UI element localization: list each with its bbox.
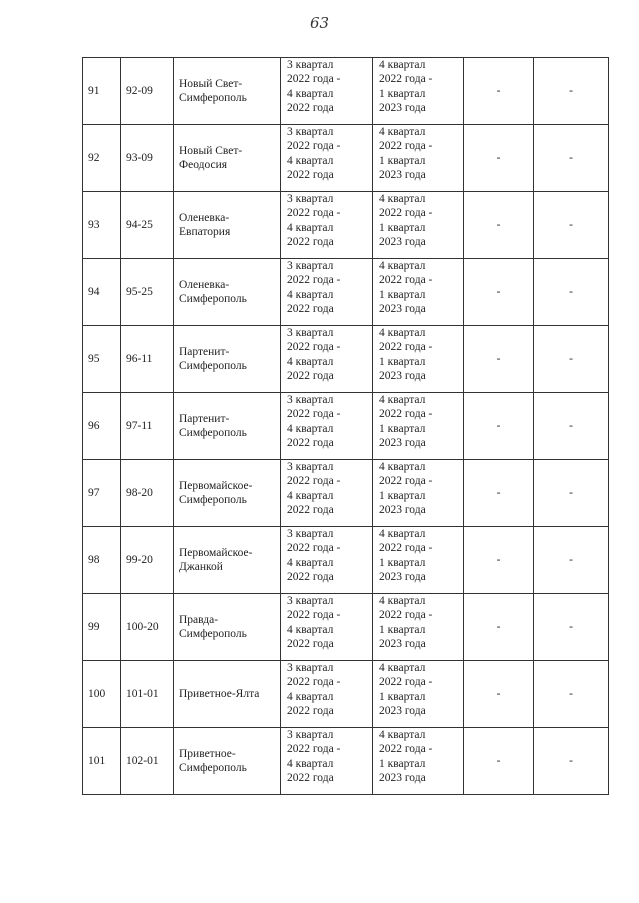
- period-line: 1 квартал: [379, 422, 426, 435]
- period-line: 2022 года -: [379, 542, 433, 555]
- end-period-cell: [373, 125, 464, 192]
- period-line: 3 квартал: [287, 126, 334, 138]
- period-line: 4 квартал: [287, 154, 334, 167]
- end-period-cell: [373, 259, 464, 326]
- row-number-cell: 101: [83, 728, 121, 795]
- period-line: 2022 года: [287, 705, 334, 718]
- period-line: 1 квартал: [379, 221, 426, 234]
- route-name-cell: Приветное-Ялта: [174, 661, 281, 728]
- end-period-cell: [373, 393, 464, 460]
- route-code-cell: 97-11: [121, 393, 174, 460]
- start-period-cell: [281, 326, 373, 393]
- period-line: 2022 года: [287, 370, 334, 383]
- period-line: 3 квартал: [287, 59, 334, 71]
- start-period-cell: [281, 527, 373, 594]
- row-number-cell: 95: [83, 326, 121, 393]
- period-line: 2022 года: [287, 772, 334, 785]
- dash-cell-b: -: [534, 661, 609, 728]
- period-line: 1 квартал: [379, 757, 426, 770]
- period-line: 3 квартал: [287, 595, 334, 607]
- dash-cell-b: -: [534, 326, 609, 393]
- period-line: 4 квартал: [379, 193, 426, 205]
- row-number-cell: 94: [83, 259, 121, 326]
- period-line: 4 квартал: [287, 355, 334, 368]
- route-name-cell: Приветное-Симферополь: [174, 728, 281, 795]
- period-line: 2023 года: [379, 169, 426, 182]
- period-line: 4 квартал: [287, 556, 334, 569]
- route-code-cell: 93-09: [121, 125, 174, 192]
- period-line: 1 квартал: [379, 690, 426, 703]
- period-line: 2022 года -: [287, 140, 341, 153]
- start-period-cell: [281, 125, 373, 192]
- period-line: 4 квартал: [379, 126, 426, 138]
- dash-cell-a: -: [464, 259, 534, 326]
- period-line: 2023 года: [379, 102, 426, 115]
- period-line: 2022 года -: [287, 274, 341, 287]
- table-row: [83, 326, 609, 393]
- route-code-cell: 100-20: [121, 594, 174, 661]
- period-line: 1 квартал: [379, 288, 426, 301]
- period-line: 2022 года -: [287, 341, 341, 354]
- row-number-cell: 99: [83, 594, 121, 661]
- period-line: 2022 года -: [287, 542, 341, 555]
- period-line: 4 квартал: [379, 595, 426, 607]
- start-period-cell: [281, 661, 373, 728]
- period-line: 1 квартал: [379, 154, 426, 167]
- route-name-cell: Новый Свет-Феодосия: [174, 125, 281, 192]
- period-line: 1 квартал: [379, 556, 426, 569]
- route-code-cell: 96-11: [121, 326, 174, 393]
- dash-cell-b: -: [534, 728, 609, 795]
- row-number-cell: 98: [83, 527, 121, 594]
- period-line: 2022 года -: [379, 408, 433, 421]
- period-line: 2022 года -: [379, 73, 433, 86]
- period-line: 4 квартал: [379, 662, 426, 674]
- dash-cell-b: -: [534, 58, 609, 125]
- period-line: 2022 года -: [379, 274, 433, 287]
- period-line: 4 квартал: [379, 394, 426, 406]
- period-line: 2022 года: [287, 504, 334, 517]
- period-line: 2022 года -: [287, 609, 341, 622]
- end-period-cell: [373, 661, 464, 728]
- start-period-cell: [281, 192, 373, 259]
- table-row: [83, 125, 609, 192]
- period-line: 2022 года: [287, 303, 334, 316]
- period-line: 3 квартал: [287, 461, 334, 473]
- table-row: [83, 259, 609, 326]
- period-line: 2022 года: [287, 102, 334, 115]
- end-period-cell: [373, 192, 464, 259]
- page-number: 63: [309, 14, 330, 32]
- route-code-cell: 98-20: [121, 460, 174, 527]
- route-code-cell: 94-25: [121, 192, 174, 259]
- period-line: 2023 года: [379, 504, 426, 517]
- period-line: 2023 года: [379, 236, 426, 249]
- route-name-cell: Правда-Симферополь: [174, 594, 281, 661]
- period-line: 2022 года -: [379, 743, 433, 756]
- route-name-cell: Первомайское-Симферополь: [174, 460, 281, 527]
- dash-cell-b: -: [534, 594, 609, 661]
- start-period-cell: [281, 460, 373, 527]
- period-line: 4 квартал: [379, 59, 426, 71]
- period-line: 2023 года: [379, 638, 426, 651]
- period-line: 2022 года -: [379, 140, 433, 153]
- start-period-cell: [281, 594, 373, 661]
- dash-cell-b: -: [534, 192, 609, 259]
- row-number-cell: 91: [83, 58, 121, 125]
- period-line: 2022 года: [287, 638, 334, 651]
- period-line: 3 квартал: [287, 394, 334, 406]
- period-line: 2022 года: [287, 236, 334, 249]
- period-line: 2022 года -: [379, 207, 433, 220]
- period-line: 2022 года: [287, 571, 334, 584]
- period-line: 3 квартал: [287, 193, 334, 205]
- route-name-cell: Оленевка-Евпатория: [174, 192, 281, 259]
- period-line: 2022 года -: [287, 73, 341, 86]
- period-line: 2023 года: [379, 437, 426, 450]
- dash-cell-b: -: [534, 460, 609, 527]
- row-number-cell: 93: [83, 192, 121, 259]
- period-line: 2023 года: [379, 705, 426, 718]
- period-line: 4 квартал: [287, 757, 334, 770]
- table-row: [83, 661, 609, 728]
- period-line: 1 квартал: [379, 355, 426, 368]
- route-code-cell: 101-01: [121, 661, 174, 728]
- period-line: 2022 года: [287, 169, 334, 182]
- period-line: 2022 года -: [379, 475, 433, 488]
- period-line: 1 квартал: [379, 489, 426, 502]
- table-row: [83, 594, 609, 661]
- end-period-cell: [373, 527, 464, 594]
- period-line: 4 квартал: [287, 489, 334, 502]
- start-period-cell: [281, 58, 373, 125]
- dash-cell-a: -: [464, 192, 534, 259]
- period-line: 4 квартал: [379, 461, 426, 473]
- route-code-cell: 92-09: [121, 58, 174, 125]
- dash-cell-a: -: [464, 125, 534, 192]
- end-period-cell: [373, 728, 464, 795]
- period-line: 2022 года -: [379, 609, 433, 622]
- period-line: 4 квартал: [379, 260, 426, 272]
- route-name-cell: Новый Свет-Симферополь: [174, 58, 281, 125]
- route-name-cell: Партенит-Симферополь: [174, 393, 281, 460]
- table-row: [83, 58, 609, 125]
- row-number-cell: 92: [83, 125, 121, 192]
- route-code-cell: 95-25: [121, 259, 174, 326]
- dash-cell-a: -: [464, 393, 534, 460]
- period-line: 1 квартал: [379, 623, 426, 636]
- period-line: 2022 года: [287, 437, 334, 450]
- route-code-cell: 102-01: [121, 728, 174, 795]
- period-line: 2023 года: [379, 370, 426, 383]
- period-line: 3 квартал: [287, 662, 334, 674]
- period-line: 3 квартал: [287, 260, 334, 272]
- period-line: 3 квартал: [287, 528, 334, 540]
- period-line: 3 квартал: [287, 327, 334, 339]
- route-code-cell: 99-20: [121, 527, 174, 594]
- period-line: 3 квартал: [287, 729, 334, 741]
- period-line: 2023 года: [379, 571, 426, 584]
- dash-cell-b: -: [534, 527, 609, 594]
- period-line: 4 квартал: [379, 729, 426, 741]
- dash-cell-a: -: [464, 58, 534, 125]
- end-period-cell: [373, 460, 464, 527]
- period-line: 4 квартал: [287, 422, 334, 435]
- dash-cell-a: -: [464, 594, 534, 661]
- start-period-cell: [281, 393, 373, 460]
- row-number-cell: 100: [83, 661, 121, 728]
- period-line: 4 квартал: [287, 87, 334, 100]
- period-line: 2022 года -: [287, 475, 341, 488]
- dash-cell-a: -: [464, 326, 534, 393]
- routes-table: [82, 57, 609, 795]
- start-period-cell: [281, 259, 373, 326]
- table-row: [83, 393, 609, 460]
- period-line: 2023 года: [379, 303, 426, 316]
- period-line: 4 квартал: [287, 690, 334, 703]
- dash-cell-a: -: [464, 661, 534, 728]
- dash-cell-a: -: [464, 728, 534, 795]
- dash-cell-b: -: [534, 125, 609, 192]
- dash-cell-b: -: [534, 259, 609, 326]
- dash-cell-b: -: [534, 393, 609, 460]
- row-number-cell: 97: [83, 460, 121, 527]
- route-name-cell: Первомайское-Джанкой: [174, 527, 281, 594]
- start-period-cell: [281, 728, 373, 795]
- period-line: 1 квартал: [379, 87, 426, 100]
- end-period-cell: [373, 594, 464, 661]
- row-number-cell: 96: [83, 393, 121, 460]
- period-line: 4 квартал: [287, 288, 334, 301]
- table-row: [83, 460, 609, 527]
- period-line: 4 квартал: [287, 221, 334, 234]
- dash-cell-a: -: [464, 460, 534, 527]
- period-line: 2022 года -: [379, 676, 433, 689]
- period-line: 4 квартал: [287, 623, 334, 636]
- route-name-cell: Партенит-Симферополь: [174, 326, 281, 393]
- dash-cell-a: -: [464, 527, 534, 594]
- period-line: 2022 года -: [287, 743, 341, 756]
- period-line: 2022 года -: [379, 341, 433, 354]
- period-line: 4 квартал: [379, 327, 426, 339]
- table-row: [83, 192, 609, 259]
- table-row: [83, 527, 609, 594]
- end-period-cell: [373, 326, 464, 393]
- end-period-cell: [373, 58, 464, 125]
- period-line: 2022 года -: [287, 408, 341, 421]
- period-line: 2022 года -: [287, 676, 341, 689]
- table-row: [83, 728, 609, 795]
- period-line: 2023 года: [379, 772, 426, 785]
- period-line: 4 квартал: [379, 528, 426, 540]
- route-name-cell: Оленевка-Симферополь: [174, 259, 281, 326]
- period-line: 2022 года -: [287, 207, 341, 220]
